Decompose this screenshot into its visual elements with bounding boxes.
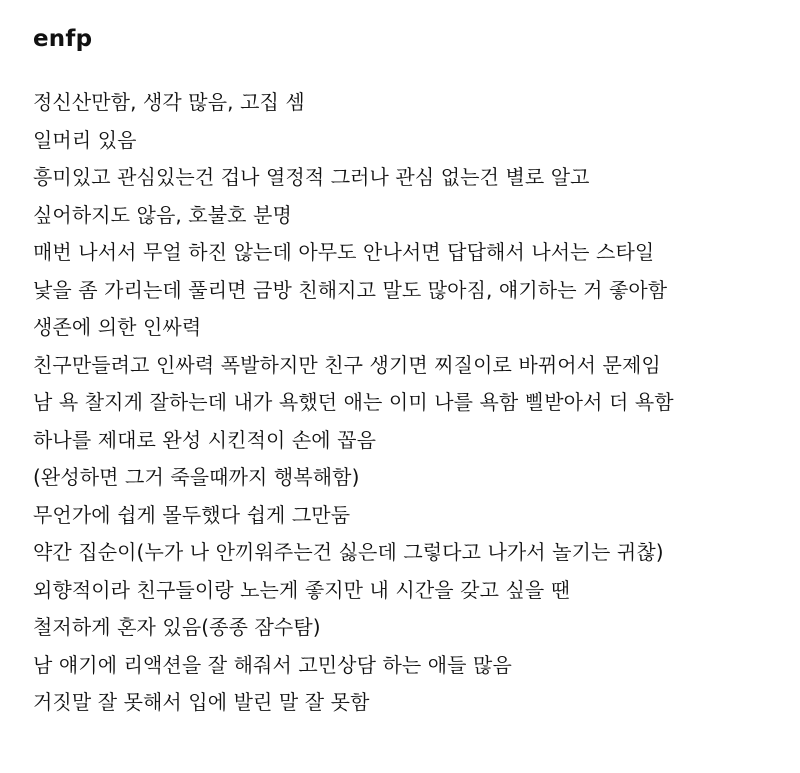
- text-line: 싶어하지도 않음, 호불호 분명: [33, 202, 292, 227]
- text-line: 낯을 좀 가리는데 풀리면 금방 친해지고 말도 많아짐, 얘기하는 거 좋아함: [33, 277, 668, 302]
- text-line: 철저하게 혼자 있음(종종 잠수탐): [33, 615, 321, 639]
- text-line: 정신산만함, 생각 많음, 고집 셈: [33, 90, 305, 114]
- text-line: 남 욕 찰지게 잘하는데 내가 욕했던 애는 이미 나를 욕함 삘받아서 더 욕함: [33, 390, 674, 414]
- text-line: 친구만들려고 인싸력 폭발하지만 친구 생기면 찌질이로 바뀌어서 문제임: [33, 352, 661, 377]
- text-line: 남 얘기에 리액션을 잘 해줘서 고민상담 하는 애들 많음: [33, 652, 512, 677]
- text-line: 일머리 있음: [33, 127, 137, 152]
- text-line: 무언가에 쉽게 몰두했다 쉽게 그만둠: [33, 502, 351, 527]
- text-lines: [33, 84, 793, 722]
- text-line: 흥미있고 관심있는건 겁나 열정적 그러나 관심 없는건 별로 알고: [33, 165, 590, 189]
- text-line: 외향적이라 친구들이랑 노는게 좋지만 내 시간을 갖고 싶을 땐: [33, 577, 571, 602]
- text-line: 생존에 의한 인싸력: [33, 315, 202, 339]
- text-line: 매번 나서서 무얼 하진 않는데 아무도 안나서면 답답해서 나서는 스타일: [33, 240, 655, 264]
- text-line: (완성하면 그거 죽을때까지 행복해함): [33, 465, 360, 489]
- text-line: 하나를 제대로 완성 시킨적이 손에 꼽음: [33, 427, 377, 452]
- text-line: 거짓말 잘 못해서 입에 발린 말 잘 못함: [33, 690, 370, 714]
- text-line: 약간 집순이(누가 나 안끼워주는건 싫은데 그렇다고 나가서 놀기는 귀찮): [33, 540, 664, 564]
- document-title: enfp: [33, 26, 93, 52]
